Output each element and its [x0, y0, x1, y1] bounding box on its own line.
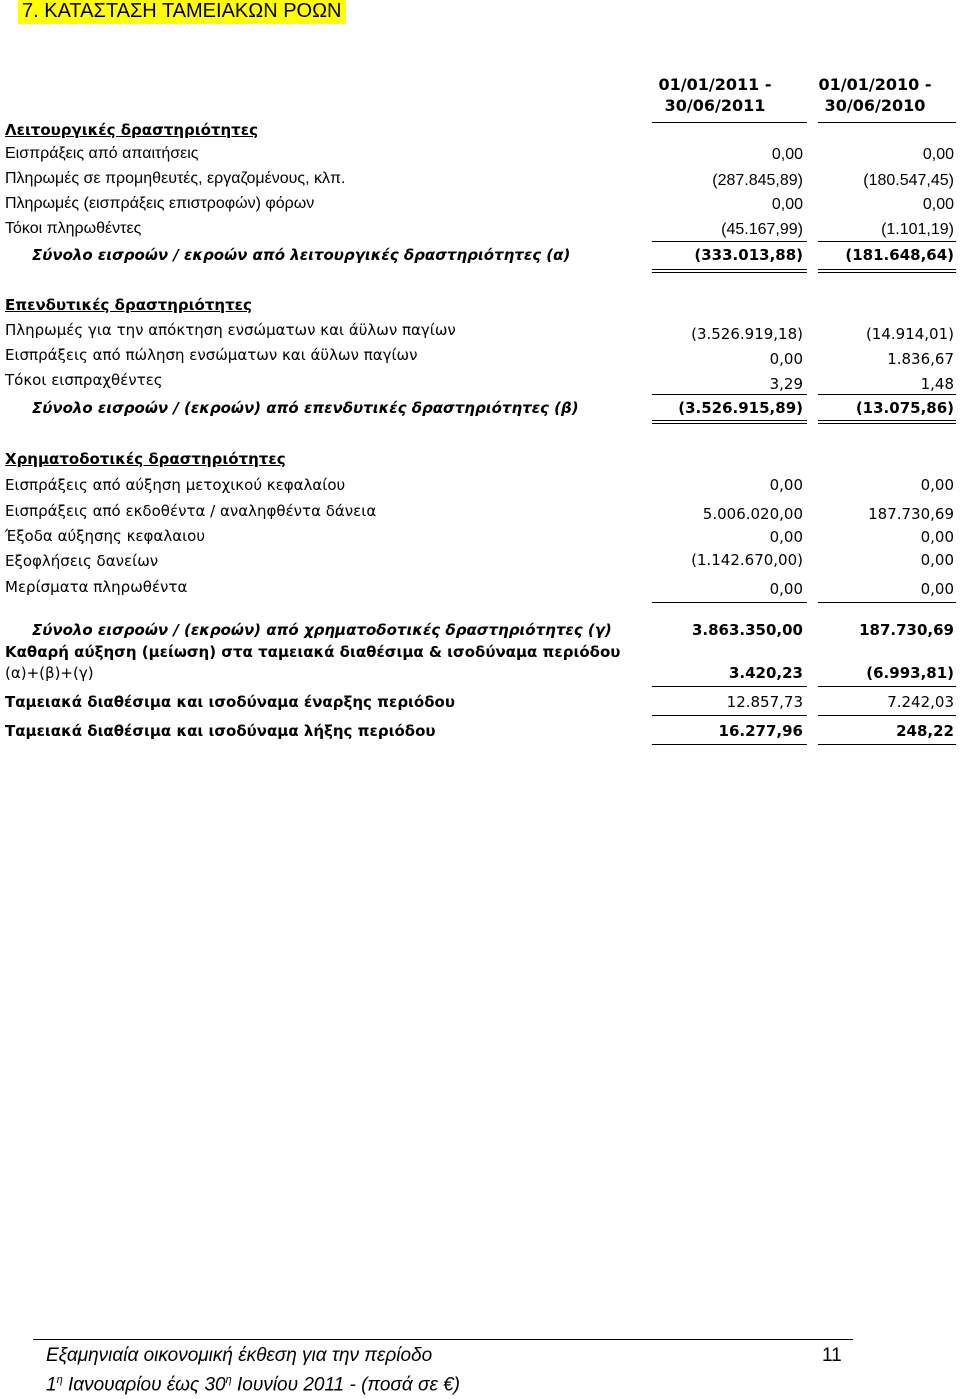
financing-row-label: Μερίσματα πληρωθέντα [5, 578, 188, 596]
operating-heading: Λειτουργικές δραστηριότητες [5, 121, 258, 139]
net-change-value-2010: (6.993,81) [866, 664, 954, 682]
operating-row-value-2011: (45.167,99) [721, 221, 803, 238]
investing-total-double-rule-1a [652, 420, 807, 421]
operating-total-double-rule-2b [818, 272, 956, 273]
operating-total-value-2010: (181.648,64) [845, 246, 954, 264]
column-header-rule-2 [818, 122, 956, 123]
closing-balance-value-2011: 16.277,96 [718, 722, 803, 740]
footer-period-sup-1: η [56, 1374, 63, 1386]
investing-row-label: Τόκοι εισπραχθέντες [5, 371, 163, 389]
operating-row-label: Τόκοι πληρωθέντες [5, 220, 142, 237]
investing-row-value-2010: 1,48 [920, 375, 954, 393]
net-change-rule-1 [652, 686, 807, 687]
closing-balance-rule-2 [818, 744, 956, 745]
column-header-2010 [800, 74, 950, 116]
net-change-rule-2 [818, 686, 956, 687]
footer-period-end: Ιουνίου 2011 - (ποσά σε €) [231, 1374, 460, 1396]
operating-row-value-2010: 0,00 [922, 196, 954, 213]
footer-period-day-start: 1 [46, 1374, 57, 1396]
column-header-2011-line1: 01/01/2011 - [658, 75, 772, 94]
financing-row-label: Εισπράξεις από αύξηση μετοχικού κεφαλαίου [5, 476, 346, 494]
operating-subtotal-rule-1 [652, 241, 807, 242]
operating-row-value-2010: 0,00 [922, 146, 954, 163]
investing-total-double-rule-2a [818, 420, 956, 421]
operating-row-label: Εισπράξεις από απαιτήσεις [5, 145, 199, 162]
opening-balance-label: Ταμειακά διαθέσιμα και ισοδύναμα έναρξης περιόδου [5, 693, 455, 711]
financing-total-value-2010: 187.730,69 [859, 621, 954, 639]
operating-row-value-2011: 0,00 [771, 146, 803, 163]
operating-row-label: Πληρωμές σε προμηθευτές, εργαζομένους, κλπ. [5, 170, 346, 187]
financing-row-value-2011: 0,00 [769, 528, 803, 546]
column-header-2010-line2: 30/06/2010 [824, 96, 926, 115]
investing-row-label: Εισπράξεις από πώληση ενσώματων και άϋλων παγίων [5, 346, 418, 364]
operating-row-value-2011: 0,00 [771, 196, 803, 213]
investing-total-label: Σύνολο εισροών / (εκροών) από επενδυτικές δραστηριότητες (β) [32, 399, 579, 417]
closing-balance-rule-1 [652, 744, 807, 745]
financing-row-label: Έξοδα αύξησης κεφαλαιου [5, 527, 206, 545]
operating-total-label: Σύνολο εισροών / εκροών από λειτουργικές δραστηριότητες (α) [32, 246, 571, 264]
opening-balance-value-2010: 7.242,03 [887, 693, 954, 711]
operating-total-double-rule-2a [818, 269, 956, 270]
investing-row-value-2011: 3,29 [769, 375, 803, 393]
investing-subtotal-rule-1 [652, 394, 807, 395]
investing-row-label: Πληρωμές για την απόκτηση ενσώματων και άϋλων παγίων [5, 321, 456, 339]
opening-balance-value-2011: 12.857,73 [726, 693, 803, 711]
financing-row-value-2010: 0,00 [920, 476, 954, 494]
financing-row-value-2010: 0,00 [920, 551, 954, 569]
footer-period [46, 1374, 460, 1396]
financing-total-label: Σύνολο εισροών / (εκροών) από χρηματοδοτικές δραστηριότητες (γ) [32, 621, 612, 639]
investing-total-value-2011: (3.526.915,89) [678, 399, 803, 417]
operating-total-value-2011: (333.013,88) [694, 246, 803, 264]
footer-rule [33, 1339, 853, 1340]
financing-row-value-2011: 0,00 [769, 476, 803, 494]
operating-row-value-2010: (1.101,19) [881, 221, 954, 238]
opening-balance-rule-1 [652, 715, 807, 716]
net-change-value-2011: 3.420,23 [728, 664, 803, 682]
investing-total-value-2010: (13.075,86) [855, 399, 954, 417]
investing-subtotal-rule-2 [818, 394, 956, 395]
investing-row-value-2011: (3.526.919,18) [691, 325, 803, 343]
investing-row-value-2011: 0,00 [769, 350, 803, 368]
operating-row-value-2011: (287.845,89) [712, 172, 803, 189]
column-header-2011 [640, 74, 790, 116]
financing-total-value-2011: 3.863.350,00 [691, 621, 803, 639]
financing-row-value-2010: 0,00 [920, 528, 954, 546]
closing-balance-value-2010: 248,22 [896, 722, 954, 740]
financing-row-value-2010: 187.730,69 [868, 505, 954, 523]
financing-row-value-2011: 5.006.020,00 [702, 505, 803, 523]
financing-subtotal-rule-1 [652, 602, 807, 603]
investing-row-value-2010: (14.914,01) [865, 325, 954, 343]
net-change-formula: (α)+(β)+(γ) [5, 664, 94, 682]
financing-row-label: Εισπράξεις από εκδοθέντα / αναληφθέντα δάνεια [5, 502, 377, 520]
financing-heading: Χρηματοδοτικές δραστηριότητες [5, 450, 286, 468]
financing-subtotal-rule-2 [818, 602, 956, 603]
footer-report-title: Εξαμηνιαία οικονομική έκθεση για την περίοδο [46, 1345, 433, 1366]
financing-row-value-2011: 0,00 [769, 580, 803, 598]
page-number: 11 [822, 1345, 842, 1366]
column-header-2010-line1: 01/01/2010 - [818, 75, 932, 94]
financing-row-label: Εξοφλήσεις δανείων [5, 552, 159, 570]
investing-total-double-rule-2b [818, 423, 956, 424]
operating-total-double-rule-1b [652, 272, 807, 273]
footer-period-sup-2: η [225, 1374, 232, 1386]
closing-balance-label: Ταμειακά διαθέσιμα και ισοδύναμα λήξης περιόδου [5, 722, 436, 740]
operating-subtotal-rule-2 [818, 241, 956, 242]
operating-total-double-rule-1a [652, 269, 807, 270]
column-header-2011-line2: 30/06/2011 [664, 96, 766, 115]
column-header-rule-1 [652, 122, 807, 123]
investing-row-value-2010: 1.836,67 [887, 350, 954, 368]
financing-row-value-2011: (1.142.670,00) [691, 551, 803, 569]
net-change-label: Καθαρή αύξηση (μείωση) στα ταμειακά διαθέσιμα & ισοδύναμα περιόδου [5, 643, 621, 661]
operating-row-value-2010: (180.547,45) [863, 172, 954, 189]
financing-row-value-2010: 0,00 [920, 580, 954, 598]
operating-row-label: Πληρωμές (εισπράξεις επιστροφών) φόρων [5, 195, 315, 212]
investing-heading: Επενδυτικές δραστηριότητες [5, 296, 252, 314]
investing-total-double-rule-1b [652, 423, 807, 424]
opening-balance-rule-2 [818, 715, 956, 716]
document-title: 7. ΚΑΤΑΣΤΑΣΗ ΤΑΜΕΙΑΚΩΝ ΡΟΩΝ [18, 0, 346, 24]
footer-period-middle: Ιανουαρίου έως 30 [62, 1374, 226, 1396]
